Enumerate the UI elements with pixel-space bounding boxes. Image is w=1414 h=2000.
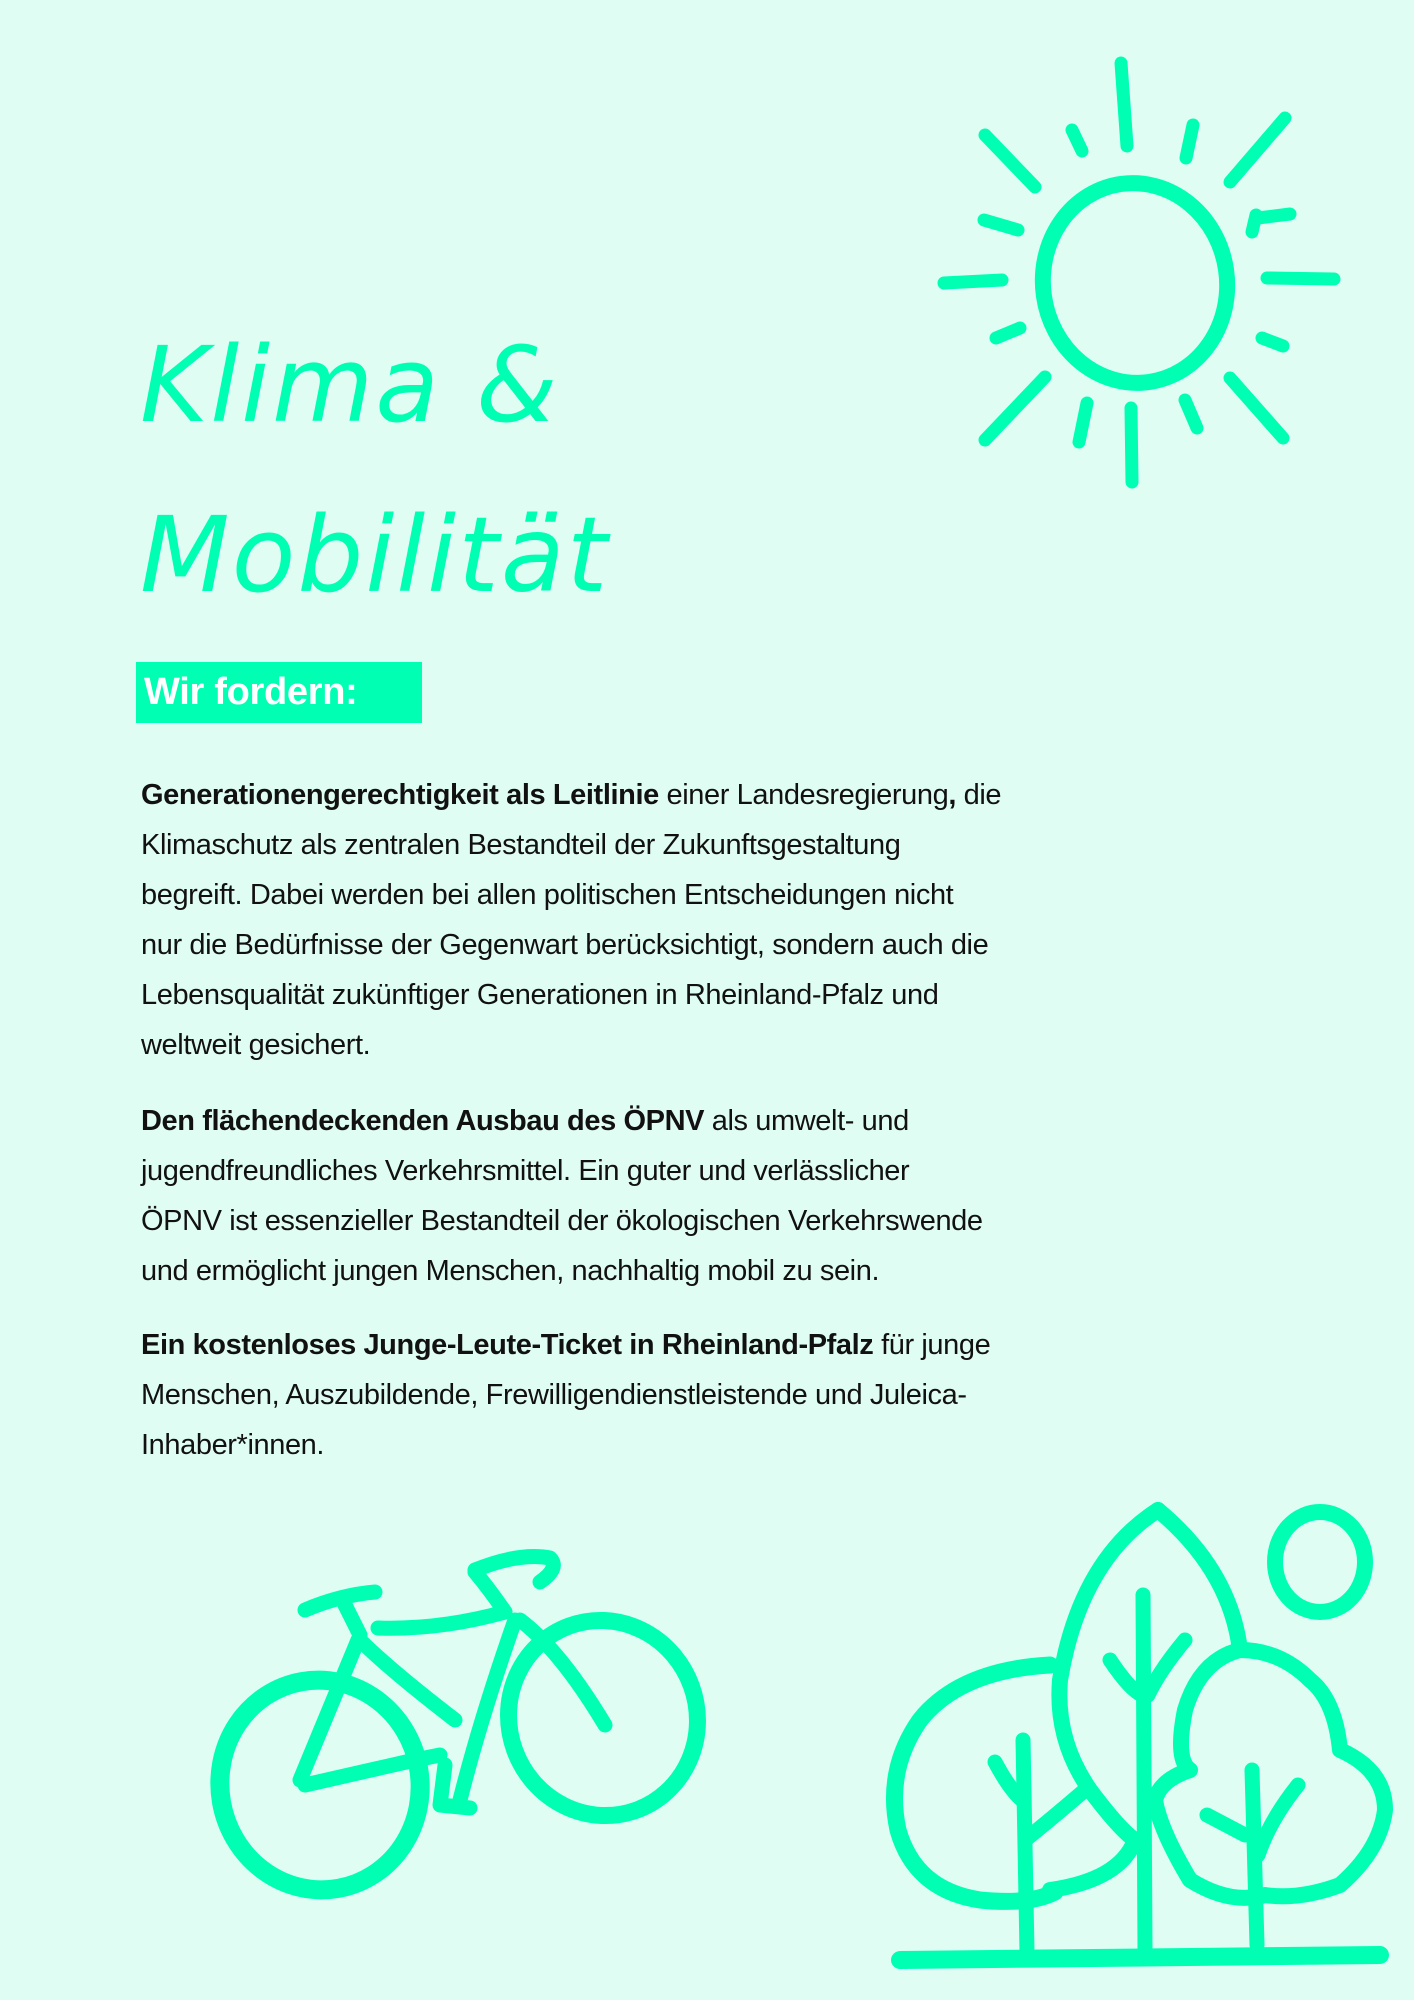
text-line: und ermöglicht jungen Menschen, nachhaltig mobil zu sein.: [141, 1255, 880, 1287]
title-line-1: Klima &: [140, 324, 560, 446]
page-title: [140, 300, 609, 640]
sun-icon: [930, 50, 1350, 500]
text-segment: als umwelt- und: [704, 1105, 909, 1137]
demand-paragraph-public-transport: [141, 1096, 1291, 1296]
demand-paragraph-youth-ticket: [141, 1320, 1291, 1470]
text-line: ÖPNV ist essenzieller Bestandteil der ökologischen Verkehrswende: [141, 1205, 983, 1237]
section-badge: Wir fordern:: [136, 662, 422, 723]
text-line: nur die Bedürfnisse der Gegenwart berücksichtigt, sondern auch die: [141, 929, 989, 961]
bold-lead: Ein kostenloses Junge-Leute-Ticket in Rheinland-Pfalz: [141, 1329, 874, 1361]
text-line: weltweit gesichert.: [141, 1029, 371, 1061]
text-line: Menschen, Auszubildende, Frewilligendienstleistende und Juleica-: [141, 1379, 967, 1411]
text-line: Inhaber*innen.: [141, 1429, 325, 1461]
text-line: [141, 1320, 1291, 1370]
bold-lead: Den flächendeckenden Ausbau des ÖPNV: [141, 1105, 705, 1137]
text-line: begreift. Dabei werden bei allen politischen Entscheidungen nicht: [141, 879, 954, 911]
text-line: Lebensqualität zukünftiger Generationen in Rheinland-Pfalz und: [141, 979, 939, 1011]
text-segment: die: [955, 779, 1002, 811]
text-segment: für junge: [873, 1329, 991, 1361]
title-line-2: Mobilität: [140, 494, 610, 616]
text-line: [141, 1096, 1291, 1146]
bold-lead: Generationengerechtigkeit als Leitlinie: [141, 779, 659, 811]
text-line: jugendfreundliches Verkehrsmittel. Ein guter und verlässlicher: [141, 1155, 910, 1187]
text-line: [141, 770, 1291, 820]
bold-comma: ,: [948, 779, 956, 811]
demand-paragraph-generational-justice: [141, 770, 1291, 1070]
text-line: Klimaschutz als zentralen Bestandteil der Zukunftsgestaltung: [141, 829, 901, 861]
bicycle-icon: [200, 1540, 720, 1910]
trees-icon: [880, 1480, 1400, 1980]
text-segment: einer Landesregierung: [658, 779, 949, 811]
